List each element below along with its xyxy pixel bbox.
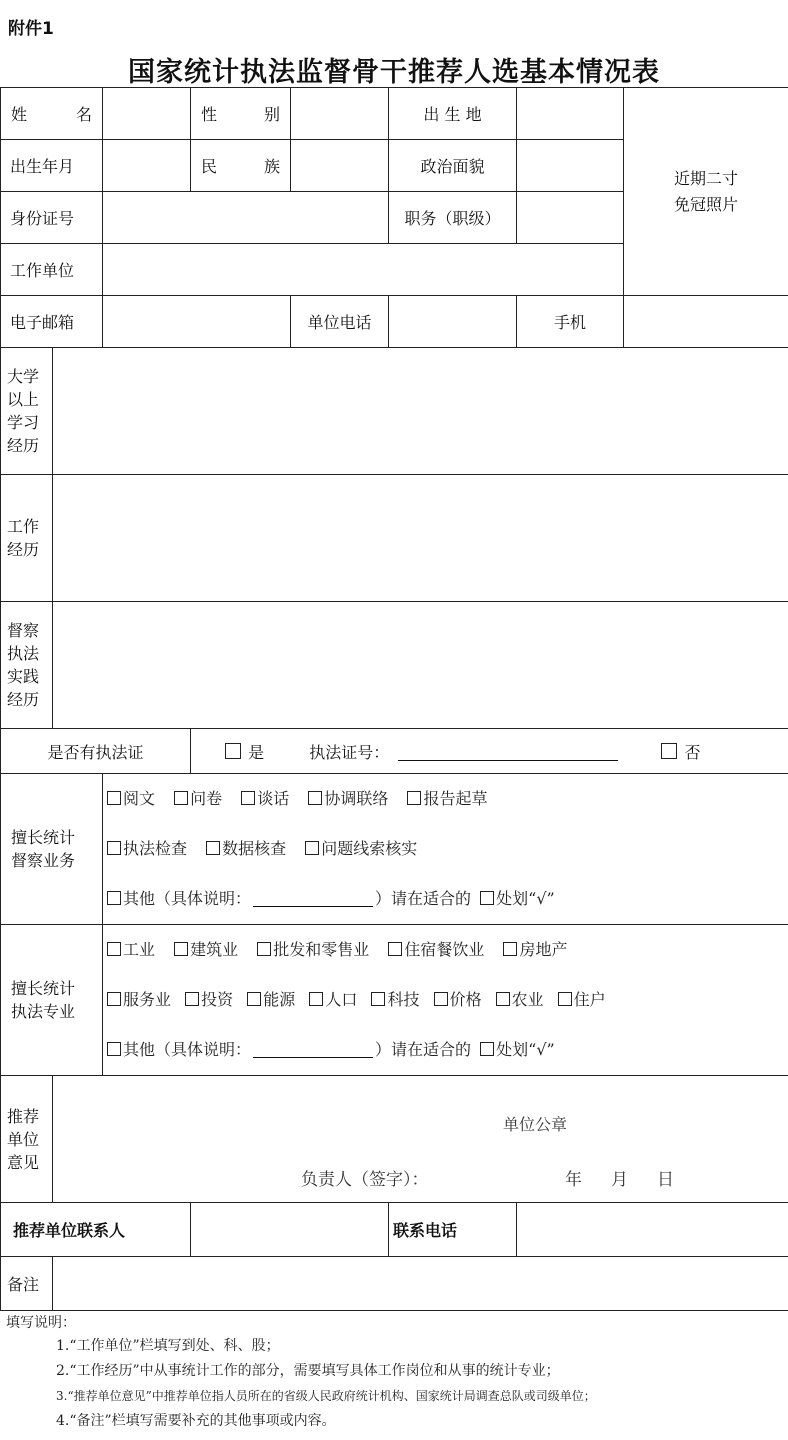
opt-retail-checkbox[interactable] (257, 942, 271, 956)
opt-population-checkbox[interactable] (309, 992, 323, 1006)
opt-realestate-checkbox[interactable] (503, 942, 517, 956)
opt-field-other-checkbox[interactable] (107, 1042, 121, 1056)
opt-read-checkbox[interactable] (107, 791, 121, 805)
contact-person-label: 推荐单位联系人 (1, 1203, 191, 1257)
mark-box-icon (480, 891, 494, 905)
position-field[interactable] (517, 192, 624, 244)
mark-box-icon (480, 1042, 494, 1056)
expertise-business-options: 阅文 问卷 谈话 协调联络 报告起草 执法检查 数据核查 问题线索核实 其他（具体说明： ）请在适合的 处划“√” (103, 774, 788, 925)
license-options (191, 729, 788, 774)
license-yes-checkbox[interactable] (225, 743, 241, 759)
opt-investment-checkbox[interactable] (185, 992, 199, 1006)
position-label: 职务（职级） (389, 192, 517, 244)
year-label: 年 (565, 1170, 582, 1190)
opinion-label: 推荐 单位 意见 (1, 1076, 53, 1203)
unit-phone-label: 单位电话 (291, 296, 389, 348)
opt-clue-check-checkbox[interactable] (305, 841, 319, 855)
instructions-heading: 填写说明： (6, 1315, 76, 1331)
photo-text-1: 近期二寸 (674, 168, 739, 188)
license-no-label: 否 (684, 742, 701, 762)
political-status-field[interactable] (517, 140, 624, 192)
opt-coordination-checkbox[interactable] (308, 791, 322, 805)
form-title: 国家统计执法监督骨干推荐人选基本情况表 (128, 57, 660, 88)
opt-report-checkbox[interactable] (407, 791, 421, 805)
birth-date-field[interactable] (103, 140, 191, 192)
unit-seal-label: 单位公章 (503, 1115, 568, 1134)
opt-tech-checkbox[interactable] (371, 992, 385, 1006)
opt-energy-checkbox[interactable] (247, 992, 261, 1006)
contact-person-field[interactable] (191, 1203, 389, 1257)
instruction-item: 1.“工作单位”栏填写到处、科、股； (56, 1338, 280, 1354)
ethnicity-field[interactable] (291, 140, 389, 192)
id-number-field[interactable] (103, 192, 389, 244)
opt-services-checkbox[interactable] (107, 992, 121, 1006)
business-other-field[interactable] (253, 892, 373, 907)
opt-interview-checkbox[interactable] (241, 791, 255, 805)
instruction-item: 4.“备注”栏填写需要补充的其他事项或内容。 (56, 1413, 336, 1429)
mobile-label: 手机 (517, 296, 624, 348)
education-label: 大学 以上 学习 经历 (1, 348, 53, 475)
opt-data-check-checkbox[interactable] (206, 841, 220, 855)
name-label: 姓 名 (1, 88, 103, 140)
opt-construction-checkbox[interactable] (174, 942, 188, 956)
remarks-label: 备注 (1, 1257, 53, 1311)
instruction-item: 3.“推荐单位意见”中推荐单位指人员所在的省级人民政府统计机构、国家统计局调查总队或司级单位； (56, 1389, 596, 1403)
opt-questionnaire-checkbox[interactable] (174, 791, 188, 805)
license-no-checkbox[interactable] (661, 743, 677, 759)
attachment-label: 附件1 (8, 19, 54, 39)
name-field[interactable] (103, 88, 191, 140)
opinion-field[interactable] (53, 1076, 788, 1203)
license-label: 是否有执法证 (1, 729, 191, 774)
opt-price-checkbox[interactable] (434, 992, 448, 1006)
contact-phone-field[interactable] (517, 1203, 788, 1257)
license-number-field[interactable] (398, 746, 618, 761)
expertise-field-label: 擅长统计 执法专业 (1, 925, 103, 1076)
photo-area[interactable] (624, 88, 788, 296)
unit-phone-field[interactable] (389, 296, 517, 348)
opt-agriculture-checkbox[interactable] (496, 992, 510, 1006)
birthplace-label: 出 生 地 (389, 88, 517, 140)
info-form-table (0, 87, 788, 1311)
gender-label: 性 别 (191, 88, 291, 140)
signer-label: 负责人（签字）： (301, 1170, 429, 1190)
expertise-business-label: 擅长统计 督察业务 (1, 774, 103, 925)
opt-household-checkbox[interactable] (558, 992, 572, 1006)
practice-field[interactable] (53, 602, 788, 729)
birthplace-field[interactable] (517, 88, 624, 140)
political-status-label: 政治面貌 (389, 140, 517, 192)
id-number-label: 身份证号 (1, 192, 103, 244)
expertise-field-options: 工业 建筑业 批发和零售业 住宿餐饮业 房地产 服务业 投资 能源 人口 科技 价格 农业 住户 其他（具体说明： ）请在适合的 处划“√” (103, 925, 788, 1076)
photo-text-2: 免冠照片 (674, 194, 739, 214)
field-other-field[interactable] (253, 1043, 373, 1058)
work-unit-label: 工作单位 (1, 244, 103, 296)
work-history-field[interactable] (53, 475, 788, 602)
remarks-field[interactable] (53, 1257, 788, 1311)
license-yes-label: 是 (248, 742, 265, 762)
day-label: 日 (657, 1170, 674, 1190)
birth-date-label: 出生年月 (1, 140, 103, 192)
email-field[interactable] (103, 296, 291, 348)
contact-phone-label: 联系电话 (389, 1203, 517, 1257)
license-number-label: 执法证号： (309, 742, 390, 762)
opt-industry-checkbox[interactable] (107, 942, 121, 956)
fill-instructions (6, 1312, 786, 1434)
education-field[interactable] (53, 348, 788, 475)
opt-hospitality-checkbox[interactable] (388, 942, 402, 956)
opt-inspection-checkbox[interactable] (107, 841, 121, 855)
work-history-label: 工作 经历 (1, 475, 53, 602)
gender-field[interactable] (291, 88, 389, 140)
month-label: 月 (611, 1170, 628, 1190)
ethnicity-label: 民 族 (191, 140, 291, 192)
practice-label: 督察 执法 实践 经历 (1, 602, 53, 729)
work-unit-field[interactable] (103, 244, 624, 296)
email-label: 电子邮箱 (1, 296, 103, 348)
mobile-field[interactable] (624, 296, 788, 348)
opt-business-other-checkbox[interactable] (107, 891, 121, 905)
instruction-item: 2.“工作经历”中从事统计工作的部分，需要填写具体工作岗位和从事的统计专业； (56, 1363, 560, 1379)
